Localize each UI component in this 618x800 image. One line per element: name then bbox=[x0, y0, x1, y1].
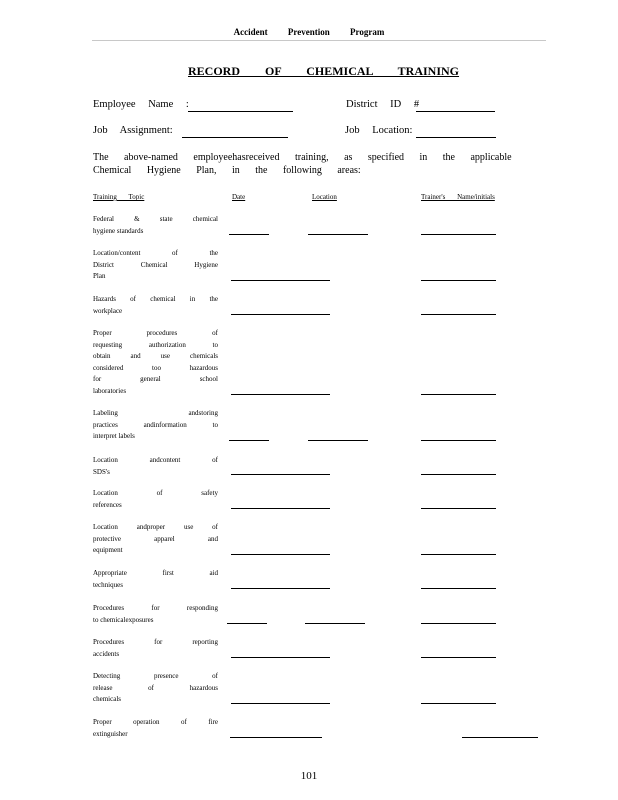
column-header-date: Date bbox=[232, 193, 246, 201]
training-topic bbox=[93, 294, 218, 317]
district-id-label: District ID # bbox=[346, 99, 420, 110]
page-header: Accident Prevention Program bbox=[233, 27, 385, 37]
training-topic-line: hygiene standards bbox=[93, 226, 144, 235]
training-topic-line: practices andinformation to bbox=[93, 420, 218, 429]
training-topic-line: laboratories bbox=[93, 386, 127, 395]
date-location-signature-line[interactable] bbox=[231, 280, 330, 281]
training-topic bbox=[93, 214, 218, 237]
training-topic-line: Appropriate first aid bbox=[93, 569, 218, 577]
training-topic bbox=[93, 568, 218, 591]
column-header-topic: Training Topic bbox=[93, 193, 145, 201]
header-rule bbox=[92, 40, 546, 41]
training-topic-line: interpret labels bbox=[93, 432, 135, 440]
date-signature-line[interactable] bbox=[229, 440, 269, 441]
date-location-signature-line[interactable] bbox=[231, 508, 330, 509]
training-topic-line: Location andproper use of bbox=[93, 523, 218, 531]
trainer-signature-line[interactable] bbox=[421, 314, 496, 315]
training-topic-line: extinguisher bbox=[93, 729, 128, 738]
training-topic-line: for general school bbox=[93, 375, 218, 383]
trainer-signature-line[interactable] bbox=[421, 554, 496, 555]
trainer-signature-line[interactable] bbox=[421, 703, 496, 704]
district-id-field[interactable] bbox=[416, 111, 495, 112]
training-topic-line: Proper procedures of bbox=[93, 329, 218, 337]
training-topic-line: techniques bbox=[93, 580, 123, 589]
employee-name-field[interactable] bbox=[188, 111, 293, 112]
training-topic bbox=[93, 603, 218, 626]
date-location-signature-line[interactable] bbox=[231, 394, 330, 395]
job-location-field[interactable] bbox=[416, 137, 496, 138]
trainer-signature-line[interactable] bbox=[421, 394, 496, 395]
trainer-signature-line[interactable] bbox=[421, 588, 496, 589]
training-topic-line: Location andcontent of bbox=[93, 456, 218, 464]
training-topic-line: Location of safety bbox=[93, 489, 218, 497]
training-topic-line: Proper operation of fire bbox=[93, 718, 218, 726]
intro-line-2: Chemical Hygiene Plan, in the following areas: bbox=[93, 165, 361, 176]
location-signature-line[interactable] bbox=[308, 440, 368, 441]
training-topic-line: District Chemical Hygiene bbox=[93, 260, 218, 269]
date-location-signature-line[interactable] bbox=[231, 474, 330, 475]
training-topic-line: Procedures for responding bbox=[93, 604, 218, 612]
column-header-location: Location bbox=[312, 193, 337, 201]
training-topic bbox=[93, 522, 218, 557]
training-topic-line: Hazards of chemical in the bbox=[93, 295, 218, 303]
training-topic-line: references bbox=[93, 500, 122, 509]
date-location-signature-line[interactable] bbox=[231, 657, 330, 658]
location-signature-line[interactable] bbox=[305, 623, 365, 624]
training-topic-line: Plan bbox=[93, 272, 106, 280]
date-location-signature-line[interactable] bbox=[231, 554, 330, 555]
training-topic-line: equipment bbox=[93, 546, 123, 554]
training-topic bbox=[93, 637, 218, 660]
trainer-signature-line[interactable] bbox=[421, 440, 496, 441]
date-location-signature-line[interactable] bbox=[231, 703, 330, 704]
training-topic bbox=[93, 717, 218, 740]
training-topic-line: SDS's bbox=[93, 467, 110, 476]
trainer-signature-line[interactable] bbox=[421, 508, 496, 509]
date-location-signature-line[interactable] bbox=[231, 588, 330, 589]
form-title: RECORD OF CHEMICAL TRAINING bbox=[188, 64, 460, 78]
training-topic-line: Procedures for reporting bbox=[93, 638, 218, 646]
training-topic bbox=[93, 248, 218, 283]
training-topic bbox=[93, 328, 218, 397]
training-topic bbox=[93, 455, 218, 478]
date-signature-line[interactable] bbox=[229, 234, 269, 235]
trainer-signature-line[interactable] bbox=[421, 474, 496, 475]
date-location-signature-line[interactable] bbox=[231, 314, 330, 315]
training-topic-line: requesting authorization to bbox=[93, 340, 218, 349]
training-topic-line: to chemicalexposures bbox=[93, 615, 154, 624]
training-topic bbox=[93, 488, 218, 511]
date-location-signature-line[interactable] bbox=[230, 737, 322, 738]
trainer-signature-line[interactable] bbox=[421, 657, 496, 658]
trainer-signature-line[interactable] bbox=[421, 280, 496, 281]
training-topic-line: release of hazardous bbox=[93, 683, 218, 692]
column-header-trainer: Trainer's Name/initials bbox=[421, 193, 495, 201]
training-topic-line: protective apparel and bbox=[93, 534, 218, 543]
training-topic-line: obtain and use chemicals bbox=[93, 352, 218, 360]
employee-name-label: Employee Name : bbox=[93, 99, 189, 110]
training-topic-line: accidents bbox=[93, 649, 120, 658]
job-assignment-label: Job Assignment: bbox=[93, 125, 173, 136]
training-topic-line: chemicals bbox=[93, 695, 121, 703]
trainer-signature-line[interactable] bbox=[421, 234, 496, 235]
training-topic-line: Federal & state chemical bbox=[93, 215, 218, 223]
intro-line-1: The above-named employeehasreceived training, as specified in the applicable bbox=[93, 152, 512, 163]
page-number: 101 bbox=[300, 770, 318, 782]
training-topic-line: Detecting presence of bbox=[93, 672, 218, 680]
job-location-label: Job Location: bbox=[345, 125, 413, 136]
job-assignment-field[interactable] bbox=[182, 137, 288, 138]
trainer-signature-line[interactable] bbox=[462, 737, 538, 738]
location-signature-line[interactable] bbox=[308, 234, 368, 235]
training-topic bbox=[93, 408, 218, 443]
date-signature-line[interactable] bbox=[227, 623, 267, 624]
training-topic-line: Labeling andstoring bbox=[93, 409, 218, 417]
trainer-signature-line[interactable] bbox=[421, 623, 496, 624]
training-topic-line: Location/content of the bbox=[93, 249, 218, 257]
training-topic bbox=[93, 671, 218, 706]
training-topic-line: considered too hazardous bbox=[93, 363, 218, 372]
training-topic-line: workplace bbox=[93, 306, 123, 315]
